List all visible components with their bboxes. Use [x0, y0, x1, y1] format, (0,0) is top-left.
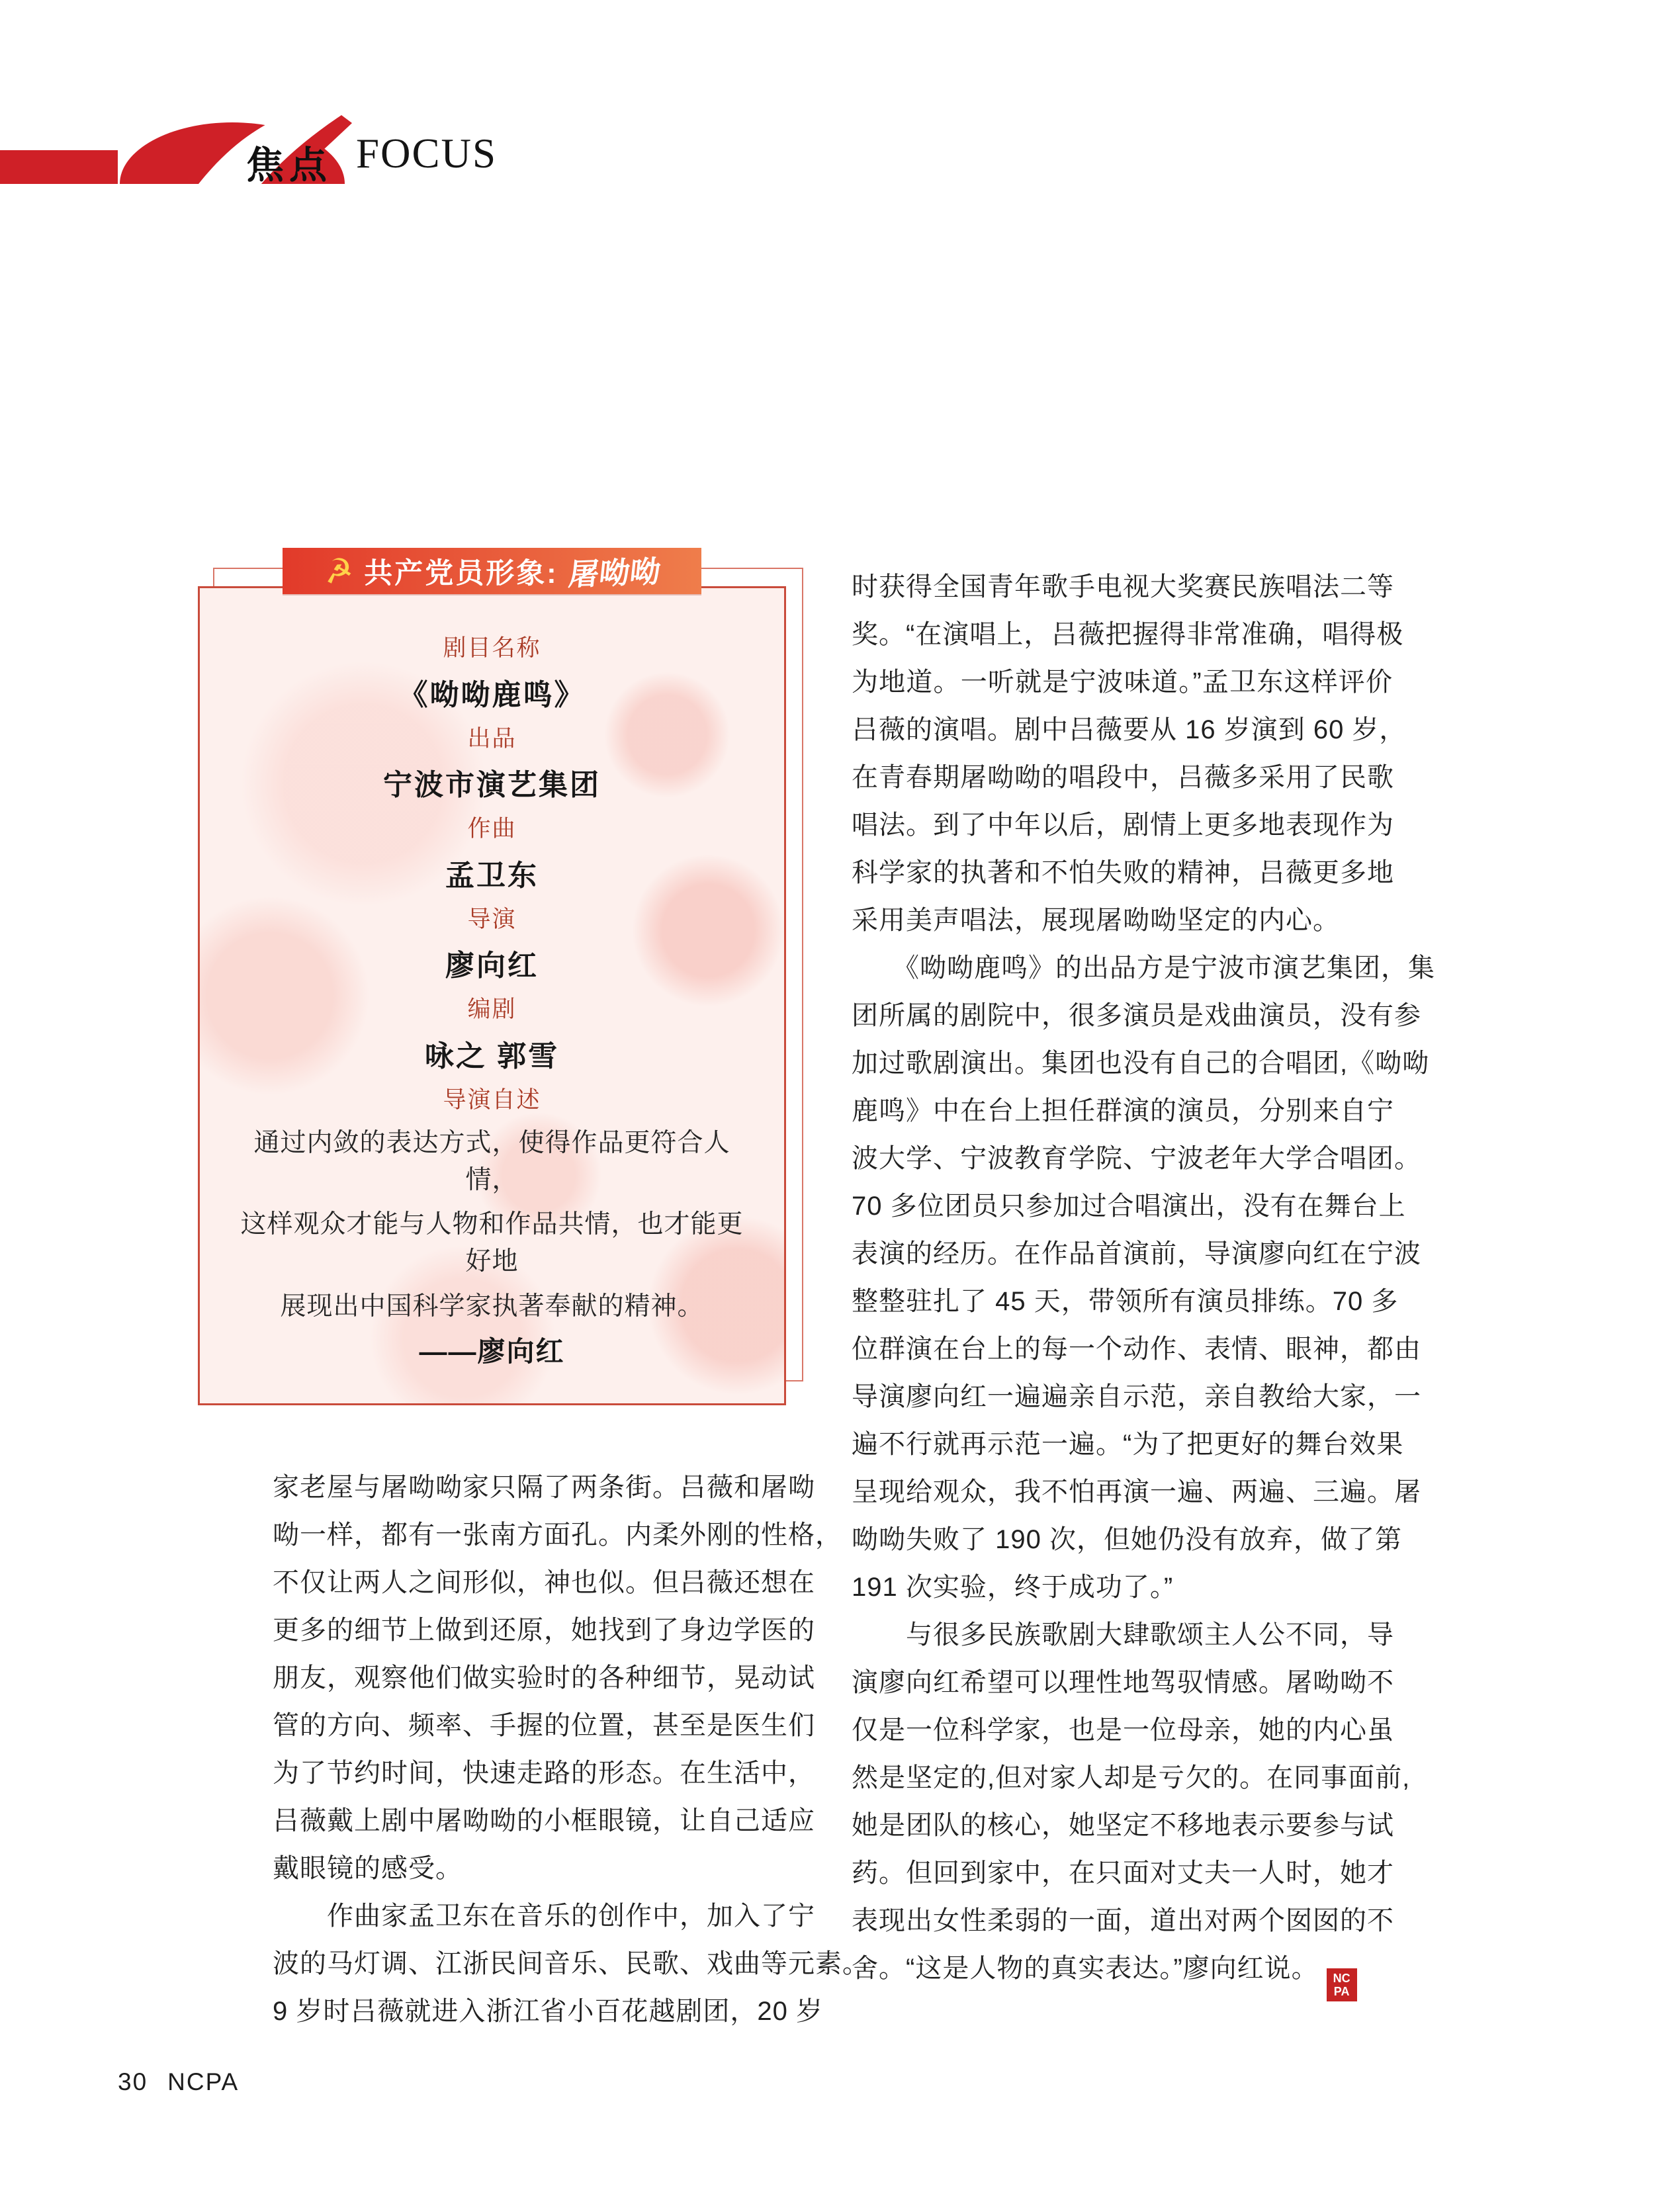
text-line: 70 多位团员只参加过合唱演出，没有在舞台上: [852, 1192, 1406, 1221]
magazine-brand: NCPA: [167, 2068, 240, 2095]
text-line: 奖。“在演唱上，吕薇把握得非常准确，唱得极: [852, 620, 1404, 649]
text-line-final: 舍。“这是人物的真实表达。”廖向红说。: [852, 1954, 1319, 1983]
field-value: 孟卫东: [445, 859, 539, 892]
text-line: 朋友，观察他们做实验时的各种细节，晃动试: [273, 1663, 815, 1692]
article-column-left: [273, 1464, 869, 2035]
text-line: 时获得全国青年歌手电视大奖赛民族唱法二等: [852, 572, 1394, 601]
field-label: 剧目名称: [443, 635, 541, 662]
masthead: [0, 112, 503, 198]
statement-line: 这样观众才能与人物和作品共情，也才能更好地: [240, 1210, 744, 1276]
text-line: 整整驻扎了 45 天，带领所有演员排练。70 多: [852, 1287, 1399, 1316]
party-emblem-icon: ☭: [321, 550, 356, 591]
page-footer: [118, 2068, 239, 2096]
text-line: 在青春期屠呦呦的唱段中，吕薇多采用了民歌: [852, 763, 1394, 792]
field-label: 出品: [467, 725, 517, 752]
text-line: 波大学、宁波教育学院、宁波老年大学合唱团。: [852, 1144, 1421, 1173]
card-banner: [283, 548, 701, 594]
text-line: 更多的细节上做到还原，她找到了身边学医的: [273, 1616, 815, 1645]
text-line: 呦呦失败了 190 次，但她仍没有放弃，做了第: [852, 1525, 1402, 1554]
text-line: 然是坚定的,但对家人却是亏欠的。在同事面前,: [852, 1763, 1411, 1792]
banner-title-prefix: 共产党员形象:: [364, 557, 558, 590]
text-line: 采用美声唱法，展现屠呦呦坚定的内心。: [852, 906, 1340, 935]
text-line: 家老屋与屠呦呦家只隔了两条街。吕薇和屠呦: [273, 1473, 815, 1502]
text-line: 管的方向、频率、手握的位置，甚至是医生们: [273, 1711, 815, 1740]
text-line: 呈现给观众，我不怕再演一遍、两遍、三遍。屠: [852, 1477, 1421, 1507]
field-label: 导演: [467, 906, 517, 932]
article-column-right: [852, 563, 1435, 1999]
text-line: 科学家的执著和不怕失败的精神，吕薇更多地: [852, 858, 1394, 887]
banner-title-name: 屠呦呦: [566, 554, 662, 592]
text-line: 表演的经历。在作品首演前，导演廖向红在宁波: [852, 1239, 1421, 1268]
text-line: 与很多民族歌剧大肆歌颂主人公不同，导: [906, 1620, 1394, 1649]
text-line: 9 岁时吕薇就进入浙江省小百花越剧团，20 岁: [273, 1997, 823, 2026]
text-line: 加过歌剧演出。集团也没有自己的合唱团,《呦呦: [852, 1049, 1430, 1078]
text-line: 为地道。一听就是宁波味道。”孟卫东这样评价: [852, 668, 1393, 697]
text-line: 她是团队的核心，她坚定不移地表示要参与试: [852, 1811, 1394, 1840]
field-value: 《呦呦鹿鸣》: [398, 678, 586, 711]
text-line: 吕薇戴上剧中屠呦呦的小框眼镜，让自己适应: [273, 1806, 815, 1835]
text-line: 作曲家孟卫东在音乐的创作中，加入了宁: [327, 1902, 815, 1931]
text-line: 吕薇的演唱。剧中吕薇要从 16 岁演到 60 岁，: [852, 715, 1407, 744]
text-line: 药。但回到家中，在只面对丈夫一人时，她才: [852, 1859, 1394, 1888]
page-number: 30: [118, 2068, 148, 2095]
text-line: 仅是一位科学家，也是一位母亲，她的内心虽: [852, 1716, 1394, 1745]
text-line: 表现出女性柔弱的一面，道出对两个囡囡的不: [852, 1906, 1394, 1935]
field-value: 咏之 郭雪: [424, 1039, 560, 1072]
card-content: [200, 588, 784, 1403]
text-line: 演廖向红希望可以理性地驾驭情感。屠呦呦不: [852, 1668, 1394, 1697]
field-value: 廖向红: [445, 949, 539, 982]
text-line: 戴眼镜的感受。: [273, 1854, 463, 1883]
feature-card: [198, 586, 786, 1405]
text-line: [852, 1945, 1393, 1999]
text-line: 191 次实验，终于成功了。”: [852, 1573, 1174, 1602]
section-title-en: FOCUS: [356, 130, 498, 177]
statement-line: 通过内敛的表达方式，使得作品更符合人情，: [253, 1129, 730, 1194]
statement-line: 展现出中国科学家执著奉献的精神。: [280, 1291, 704, 1321]
text-line: 唱法。到了中年以后，剧情上更多地表现作为: [852, 810, 1394, 840]
text-line: 不仅让两人之间形似，神也似。但吕薇还想在: [273, 1568, 815, 1597]
text-line: 呦一样，都有一张南方面孔。内柔外刚的性格，: [273, 1520, 842, 1550]
text-line: 团所属的剧院中，很多演员是戏曲演员，没有参: [852, 1001, 1421, 1030]
field-value: 宁波市演艺集团: [383, 769, 601, 801]
seal-text-top: NC: [1333, 1972, 1350, 1985]
statement-label: 导演自述: [443, 1086, 541, 1113]
seal-text-bottom: PA: [1333, 1985, 1350, 1999]
statement-attribution: ——廖向红: [419, 1335, 565, 1367]
text-line: 《呦呦鹿鸣》的出品方是宁波市演艺集团，集: [893, 953, 1435, 983]
text-line: 鹿鸣》中在台上担任群演的演员，分别来自宁: [852, 1096, 1394, 1125]
field-label: 编剧: [467, 996, 517, 1023]
text-line: 遍不行就再示范一遍。“为了把更好的舞台效果: [852, 1430, 1404, 1459]
text-line: 为了节约时间，快速走路的形态。在生活中，: [273, 1759, 815, 1788]
text-line: 位群演在台上的每一个动作、表情、眼神，都由: [852, 1335, 1421, 1364]
section-title-cn: 焦点: [246, 144, 332, 187]
text-line: 导演廖向红一遍遍亲自示范，亲自教给大家，一: [852, 1382, 1421, 1411]
field-label: 作曲: [467, 816, 517, 842]
text-line: 波的马灯调、江浙民间音乐、民歌、戏曲等元素。: [273, 1949, 869, 1978]
ncpa-seal: [1327, 1968, 1357, 2001]
